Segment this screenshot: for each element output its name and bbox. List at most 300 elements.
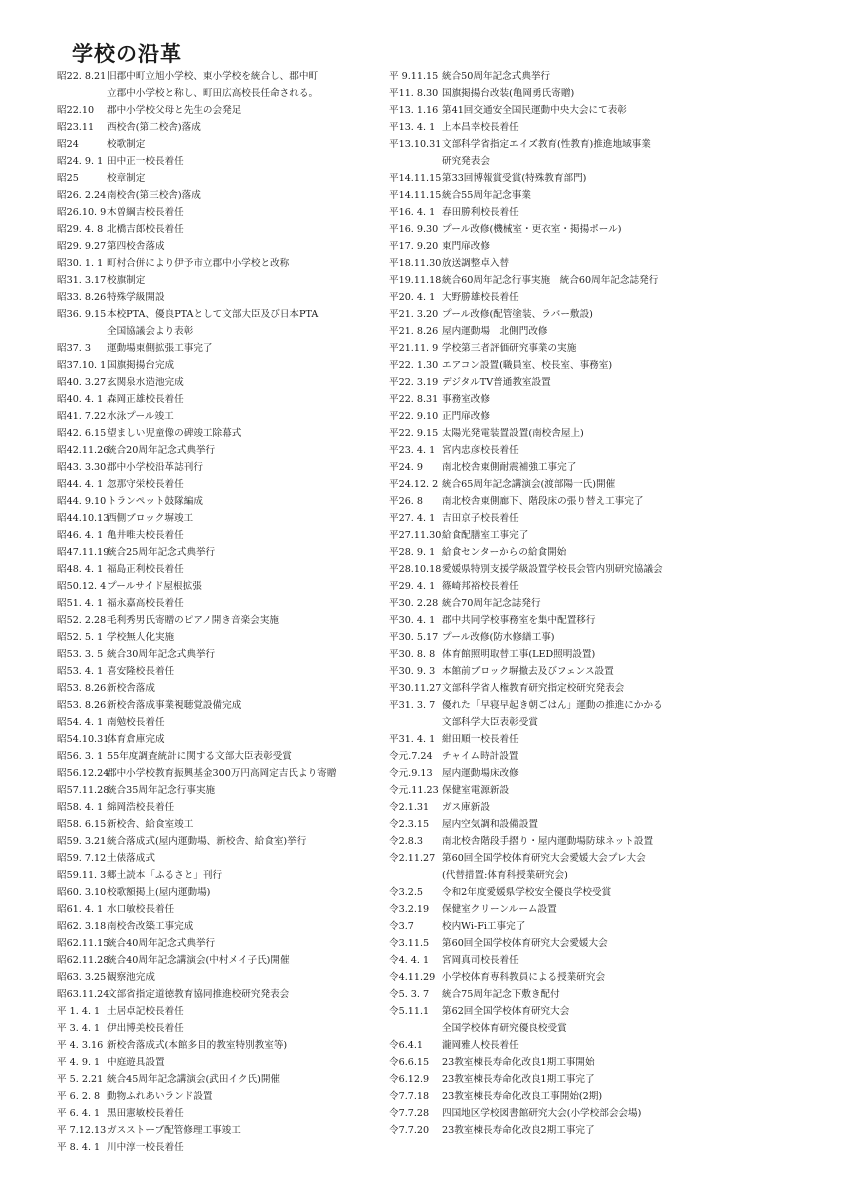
history-entry: [57, 374, 379, 391]
entry-text: 篠崎邦裕校長着任: [442, 581, 519, 592]
entry-text: 亀井唯夫校長着任: [107, 530, 184, 541]
entry-text: ガス庫新設: [442, 802, 490, 813]
history-entry: [389, 561, 749, 578]
entry-text: チャイム時計設置: [442, 751, 519, 762]
entry-text: 第四校舎落成: [107, 241, 165, 252]
entry-text: 町村合併により伊予市立郡中小学校と改称: [107, 258, 290, 269]
entry-date: 平13. 4. 1: [389, 122, 436, 133]
entry-date: 昭26.10. 9: [57, 207, 107, 218]
history-entry: [57, 969, 379, 986]
entry-date: 昭62.11.15: [57, 938, 110, 949]
entry-date: 平 8. 4. 1: [57, 1142, 101, 1153]
history-entry: [389, 425, 749, 442]
history-entry: [57, 1003, 379, 1020]
entry-text: 南校舎(第三校舎)落成: [107, 190, 201, 201]
entry-date: 昭51. 4. 1: [57, 598, 104, 609]
history-entry: [389, 493, 749, 510]
entry-text: 給食配膳室工事完了: [442, 530, 529, 541]
entry-text: ガスストーブ配管修理工事竣工: [107, 1125, 241, 1136]
entry-date: 平28. 9. 1: [389, 547, 436, 558]
entry-date: 平 6. 2. 8: [57, 1091, 101, 1102]
entry-text: 水泳プール竣工: [107, 411, 174, 422]
entry-text: プール改修(防水修繕工事): [442, 632, 555, 643]
entry-text: 旧郡中町立旭小学校、東小学校を統合し、郡中町: [107, 71, 319, 82]
entry-text: 統合60周年記念行事実施 統合60周年記念誌発行: [442, 275, 659, 286]
history-entry: [389, 102, 749, 119]
entry-text: 23教室棟長寿命化改良2期工事完了: [442, 1125, 595, 1136]
entry-date: 平22. 1.30: [389, 360, 439, 371]
entry-text: 北橋吉郎校長着任: [107, 224, 184, 235]
history-entry: [389, 782, 749, 799]
entry-text: 特殊学級開設: [107, 292, 165, 303]
history-entry: [57, 289, 379, 306]
entry-date: 平30.11.27: [389, 683, 442, 694]
history-entry: [389, 323, 749, 340]
history-entry: [57, 680, 379, 697]
entry-date: 平22. 9.10: [389, 411, 439, 422]
entry-date: 平 4. 3.16: [57, 1040, 104, 1051]
history-column-left: [57, 68, 379, 1156]
entry-text: 木曽綱吉校長着任: [107, 207, 184, 218]
entry-date: [389, 153, 442, 170]
entry-text: 統合70周年記念誌発行: [442, 598, 541, 609]
entry-text: 55年度調査統計に関する文部大臣表彰受賞: [107, 751, 292, 762]
entry-date: 平20. 4. 1: [389, 292, 436, 303]
entry-date: 昭53. 8.26: [57, 700, 107, 711]
entry-date: 平28.10.18: [389, 564, 442, 575]
entry-text: 統合落成式(屋内運動場、新校舎、給食室)挙行: [107, 836, 307, 847]
entry-text: 上本昌幸校長着任: [442, 122, 519, 133]
entry-text: 統合45周年記念講演会(武田イク氏)開催: [107, 1074, 281, 1085]
entry-date: 令元.9.13: [389, 768, 433, 779]
entry-date: 昭59.11. 3: [57, 870, 107, 881]
entry-date: [57, 323, 107, 340]
history-entry: [57, 833, 379, 850]
entry-text: 校章制定: [107, 173, 146, 184]
entry-date: 令2.3.15: [389, 819, 430, 830]
entry-text: 統合65周年記念講演会(渡部陽一氏)開催: [442, 479, 616, 490]
entry-text: 本校PTA、優良PTAとして文部大臣及び日本PTA: [107, 309, 319, 320]
entry-date: 昭63. 3.25: [57, 972, 107, 983]
entry-text: 新校舎落成式(本館多目的教室特別教室等): [107, 1040, 288, 1051]
entry-text: 体育館照明取替工事(LED照明設置): [442, 649, 596, 660]
entry-text: 南勉校長着任: [107, 717, 165, 728]
entry-text: 学校無人化実施: [107, 632, 175, 643]
history-entry: [389, 391, 749, 408]
entry-date: 昭47.11.19: [57, 547, 110, 558]
entry-date: 平24. 9: [389, 462, 424, 473]
entry-date: 平27.11.30: [389, 530, 442, 541]
entry-text: 事務室改修: [442, 394, 490, 405]
entry-date: 昭54.10.31: [57, 734, 110, 745]
entry-date: 昭36. 9.15: [57, 309, 107, 320]
history-entry: [57, 357, 379, 374]
history-entry: [57, 442, 379, 459]
entry-text: 令和2年度愛媛県学校安全優良学校受賞: [442, 887, 612, 898]
history-entry: [57, 476, 379, 493]
history-entry: [389, 459, 749, 476]
entry-date: 令元.11.23: [389, 785, 439, 796]
entry-date: 令6.12.9: [389, 1074, 430, 1085]
history-entry: [57, 323, 379, 340]
entry-date: 昭43. 3.30: [57, 462, 107, 473]
entry-text: 土居卓記校長着任: [107, 1006, 184, 1017]
entry-date: 昭25: [57, 173, 79, 184]
history-entry: [57, 544, 379, 561]
history-entry: [389, 544, 749, 561]
history-entry: [57, 510, 379, 527]
entry-date: 昭53. 4. 1: [57, 666, 104, 677]
history-column-right: [389, 68, 749, 1139]
history-entry: [57, 221, 379, 238]
entry-text: 23教室棟長寿命化改良工事開始(2期): [442, 1091, 603, 1102]
history-entry: [389, 969, 749, 986]
history-entry: [389, 952, 749, 969]
entry-date: 昭24. 9. 1: [57, 156, 104, 167]
entry-text: 南北校舎東側耐震補強工事完了: [442, 462, 577, 473]
history-entry: [389, 884, 749, 901]
history-entry: [389, 799, 749, 816]
entry-date: 令3.2.19: [389, 904, 430, 915]
entry-date: 昭29. 9.27: [57, 241, 107, 252]
history-entry: [389, 1054, 749, 1071]
entry-date: 平27. 4. 1: [389, 513, 436, 524]
history-entry: [389, 442, 749, 459]
entry-text: デジタルTV普通教室設置: [442, 377, 551, 388]
entry-date: 昭46. 4. 1: [57, 530, 104, 541]
entry-text: 南北校舎東側廊下、階段床の張り替え工事完了: [442, 496, 644, 507]
entry-date: 昭59. 3.21: [57, 836, 107, 847]
history-entry: [57, 459, 379, 476]
entry-text: 太陽光発電装置設置(南校舎屋上): [442, 428, 584, 439]
entry-date: 昭41. 7.22: [57, 411, 107, 422]
history-entry: [57, 85, 379, 102]
entry-text: 国旗掲揚台完成: [107, 360, 175, 371]
entry-text: プールサイド屋根拡張: [107, 581, 202, 592]
history-entry: [57, 578, 379, 595]
history-entry: [389, 170, 749, 187]
entry-text: 南校舎改築工事完成: [107, 921, 194, 932]
entry-text: 東門扉改修: [442, 241, 490, 252]
history-entry: [389, 408, 749, 425]
entry-text: 校内Wi-Fi工事完了: [442, 921, 526, 932]
entry-date: 平22. 9.15: [389, 428, 439, 439]
entry-text: 毛利秀男氏寄贈のピアノ開き音楽会実施: [107, 615, 279, 626]
entry-text: エアコン設置(職員室、校長室、事務室): [442, 360, 613, 371]
history-entry: [389, 187, 749, 204]
entry-text: 統合35周年記念行事実施: [107, 785, 216, 796]
history-entry: [389, 867, 749, 884]
history-entry: [389, 1037, 749, 1054]
history-entry: [389, 850, 749, 867]
history-entry: [57, 731, 379, 748]
entry-text: (代替措置:体育科授業研究会): [442, 870, 568, 881]
entry-date: 昭62.11.28: [57, 955, 110, 966]
history-entry: [57, 612, 379, 629]
history-entry: [57, 1122, 379, 1139]
entry-text: 23教室棟長寿命化改良1期工事完了: [442, 1074, 595, 1085]
history-entry: [389, 1071, 749, 1088]
history-entry: [57, 306, 379, 323]
entry-date: 平30. 4. 1: [389, 615, 436, 626]
entry-date: 昭22.10: [57, 105, 95, 116]
entry-text: 研究発表会: [442, 156, 490, 167]
history-entry: [389, 289, 749, 306]
history-entry: [57, 102, 379, 119]
entry-date: 昭58. 4. 1: [57, 802, 104, 813]
entry-text: 統合40周年記念式典挙行: [107, 938, 216, 949]
entry-date: [389, 714, 442, 731]
entry-date: 令元.7.24: [389, 751, 433, 762]
history-entry: [57, 697, 379, 714]
entry-text: 屋内空気調和設備設置: [442, 819, 538, 830]
entry-date: 令7.7.28: [389, 1108, 430, 1119]
entry-date: 令7.7.20: [389, 1125, 430, 1136]
entry-date: 昭26. 2.24: [57, 190, 107, 201]
entry-text: プール改修(機械室・更衣室・掲揚ポール): [442, 224, 622, 235]
entry-date: 令2.8.3: [389, 836, 424, 847]
entry-text: 保健室クリーンルーム設置: [442, 904, 557, 915]
history-entry: [57, 986, 379, 1003]
entry-date: 平24.12. 2: [389, 479, 439, 490]
entry-text: 望ましい児童像の碑竣工除幕式: [107, 428, 242, 439]
history-entry: [389, 238, 749, 255]
entry-date: 令3.11.5: [389, 938, 430, 949]
history-entry: [57, 816, 379, 833]
entry-date: 昭50.12. 4: [57, 581, 107, 592]
history-entry: [57, 204, 379, 221]
history-entry: [389, 1105, 749, 1122]
history-entry: [57, 867, 379, 884]
entry-date: 令4.11.29: [389, 972, 436, 983]
entry-text: 小学校体育専科教員による授業研究会: [442, 972, 606, 983]
history-entry: [389, 374, 749, 391]
entry-text: 水口敏校長着任: [107, 904, 175, 915]
entry-text: 統合30周年記念式典挙行: [107, 649, 216, 660]
history-entry: [389, 731, 749, 748]
history-entry: [389, 1003, 749, 1020]
entry-text: 体育倉庫完成: [107, 734, 165, 745]
entry-text: 文部科学大臣表彰受賞: [442, 717, 538, 728]
history-entry: [57, 238, 379, 255]
history-entry: [57, 952, 379, 969]
entry-date: 昭52. 2.28: [57, 615, 107, 626]
history-entry: [57, 629, 379, 646]
entry-text: 四国地区学校図書館研究大会(小学校部会会場): [442, 1108, 642, 1119]
history-entry: [389, 1088, 749, 1105]
history-entry: [389, 833, 749, 850]
history-entry: [389, 68, 749, 85]
history-entry: [57, 425, 379, 442]
history-entry: [57, 408, 379, 425]
entry-date: 昭23.11: [57, 122, 95, 133]
history-entry: [389, 221, 749, 238]
history-entry: [57, 561, 379, 578]
entry-text: 吉田京子校長着任: [442, 513, 519, 524]
history-entry: [57, 799, 379, 816]
history-entry: [57, 1088, 379, 1105]
history-entry: [389, 697, 749, 714]
entry-text: 校歌額掲上(屋内運動場): [107, 887, 211, 898]
entry-date: 平 7.12.13: [57, 1125, 107, 1136]
entry-text: 校旗制定: [107, 275, 146, 286]
entry-date: 平21. 3.20: [389, 309, 439, 320]
entry-text: 紺田順一校長着任: [442, 734, 519, 745]
entry-date: 昭54. 4. 1: [57, 717, 104, 728]
history-entry: [389, 629, 749, 646]
entry-date: 昭48. 4. 1: [57, 564, 104, 575]
history-entry: [389, 714, 749, 731]
entry-date: 平31. 3. 7: [389, 700, 436, 711]
entry-text: 新校舎、給食室竣工: [107, 819, 194, 830]
entry-date: 昭24: [57, 139, 79, 150]
entry-text: 第62回全国学校体育研究大会: [442, 1006, 570, 1017]
entry-date: 昭30. 1. 1: [57, 258, 104, 269]
entry-date: 平 1. 4. 1: [57, 1006, 101, 1017]
history-entry: [389, 646, 749, 663]
entry-date: 昭63.11.24: [57, 989, 110, 1000]
history-entry: [57, 765, 379, 782]
entry-date: 平30. 9. 3: [389, 666, 436, 677]
entry-date: 昭62. 3.18: [57, 921, 107, 932]
history-entry: [57, 119, 379, 136]
entry-date: 令6.6.15: [389, 1057, 430, 1068]
entry-text: 優れた「早寝早起き朝ごはん」運動の推進にかかる: [442, 700, 663, 711]
entry-date: 平23. 4. 1: [389, 445, 436, 456]
entry-date: 平 3. 4. 1: [57, 1023, 101, 1034]
entry-text: 森岡正雄校長着任: [107, 394, 184, 405]
entry-text: 新校舎落成事業視聴覚設備完成: [107, 700, 242, 711]
history-entry: [57, 527, 379, 544]
entry-text: 宮内忠彦校長着任: [442, 445, 519, 456]
history-entry: [57, 918, 379, 935]
history-entry: [389, 510, 749, 527]
history-entry: [389, 986, 749, 1003]
entry-text: 校歌制定: [107, 139, 146, 150]
entry-date: 平22. 8.31: [389, 394, 439, 405]
entry-text: 学校第三者評価研究事業の実施: [442, 343, 577, 354]
entry-date: 平14.11.15: [389, 190, 442, 201]
history-entry: [389, 578, 749, 595]
entry-text: 保健室電源新設: [442, 785, 510, 796]
entry-text: 伊出博美校長着任: [107, 1023, 184, 1034]
entry-date: 平16. 9.30: [389, 224, 439, 235]
history-entry: [389, 935, 749, 952]
history-entry: [389, 663, 749, 680]
entry-date: [389, 867, 442, 884]
history-entry: [389, 1122, 749, 1139]
entry-text: 統合20周年記念式典挙行: [107, 445, 216, 456]
entry-text: 第60回全国学校体育研究大会愛媛大会: [442, 938, 608, 949]
entry-date: 平14.11.15: [389, 173, 442, 184]
entry-date: 昭37. 3: [57, 343, 92, 354]
entry-date: 平26. 8: [389, 496, 424, 507]
history-entry: [389, 816, 749, 833]
entry-text: 立郡中小学校と称し、町田広高校長任命される。: [107, 88, 319, 99]
history-entry: [389, 748, 749, 765]
history-entry: [57, 1071, 379, 1088]
entry-text: 給食センターからの給食開始: [442, 547, 567, 558]
page-title: 学校の沿革: [72, 42, 182, 66]
history-entry: [389, 85, 749, 102]
history-entry: [389, 1020, 749, 1037]
history-entry: [57, 68, 379, 85]
history-entry: [57, 714, 379, 731]
entry-text: 玄関泉水造池完成: [107, 377, 184, 388]
entry-date: 令4. 4. 1: [389, 955, 430, 966]
entry-text: 中庭遊具設置: [107, 1057, 165, 1068]
entry-date: 昭42. 6.15: [57, 428, 107, 439]
entry-date: 令5. 3. 7: [389, 989, 430, 1000]
entry-date: 昭44.10.13: [57, 513, 110, 524]
entry-text: プール改修(配管塗装、ラバー敷設): [442, 309, 593, 320]
history-entry: [389, 765, 749, 782]
entry-text: トランペット鼓隊編成: [107, 496, 203, 507]
entry-text: 郡中小学校教育振興基金300万円高岡定吉氏より寄贈: [107, 768, 337, 779]
entry-text: 国旗掲揚台改装(亀岡勇氏寄贈): [442, 88, 575, 99]
entry-text: 文部省指定道徳教育協同推進校研究発表会: [107, 989, 290, 1000]
entry-date: 平22. 3.19: [389, 377, 439, 388]
history-entry: [57, 1105, 379, 1122]
entry-text: 郡中共同学校事務室を集中配置移行: [442, 615, 596, 626]
entry-date: 平13. 1.16: [389, 105, 439, 116]
entry-date: 昭44. 9.10: [57, 496, 107, 507]
entry-date: 令2.1.31: [389, 802, 430, 813]
history-entry: [389, 612, 749, 629]
entry-date: 昭56. 3. 1: [57, 751, 104, 762]
entry-text: 第41回交通安全国民運動中央大会にて表彰: [442, 105, 627, 116]
entry-text: 統合40周年記念講演会(中村メイ子氏)開催: [107, 955, 290, 966]
history-entry: [57, 884, 379, 901]
entry-date: 令6.4.1: [389, 1040, 424, 1051]
entry-date: 昭58. 6.15: [57, 819, 107, 830]
entry-text: 統合75周年記念下敷き配付: [442, 989, 560, 1000]
entry-date: 令7.7.18: [389, 1091, 430, 1102]
entry-text: 新校舎落成: [107, 683, 155, 694]
entry-text: 文部科学省人権教育研究指定校研究発表会: [442, 683, 625, 694]
entry-text: 黒田憲敏校長着任: [107, 1108, 184, 1119]
history-entry: [57, 646, 379, 663]
entry-date: 昭37.10. 1: [57, 360, 107, 371]
entry-text: 観察池完成: [107, 972, 155, 983]
entry-text: 正門扉改修: [442, 411, 490, 422]
entry-text: 屋内運動場 北側門改修: [442, 326, 548, 337]
entry-text: 屋内運動場床改修: [442, 768, 519, 779]
entry-text: 郡中小学校沿革誌刊行: [107, 462, 203, 473]
entry-date: 昭60. 3.10: [57, 887, 107, 898]
history-entry: [57, 340, 379, 357]
entry-date: 昭40. 4. 1: [57, 394, 104, 405]
entry-text: 郷土読本「ふるさと」刊行: [107, 870, 223, 881]
history-entry: [57, 153, 379, 170]
entry-date: 平11. 8.30: [389, 88, 439, 99]
entry-date: 平21. 8.26: [389, 326, 439, 337]
history-entry: [57, 1139, 379, 1156]
entry-date: 昭31. 3.17: [57, 275, 107, 286]
history-entry: [389, 680, 749, 697]
history-entry: [57, 1037, 379, 1054]
history-entry: [57, 170, 379, 187]
entry-text: 福永嘉高校長着任: [107, 598, 184, 609]
entry-text: 文部科学省指定エイズ教育(性教育)推進地域事業: [442, 139, 651, 150]
entry-text: 本館前ブロック塀撤去及びフェンス設置: [442, 666, 614, 677]
history-entry: [389, 153, 749, 170]
history-entry: [389, 527, 749, 544]
entry-text: 南北校舎階段手摺り・屋内運動場防球ネット設置: [442, 836, 654, 847]
history-entry: [57, 850, 379, 867]
entry-date: 昭59. 7.12: [57, 853, 107, 864]
history-entry: [57, 901, 379, 918]
